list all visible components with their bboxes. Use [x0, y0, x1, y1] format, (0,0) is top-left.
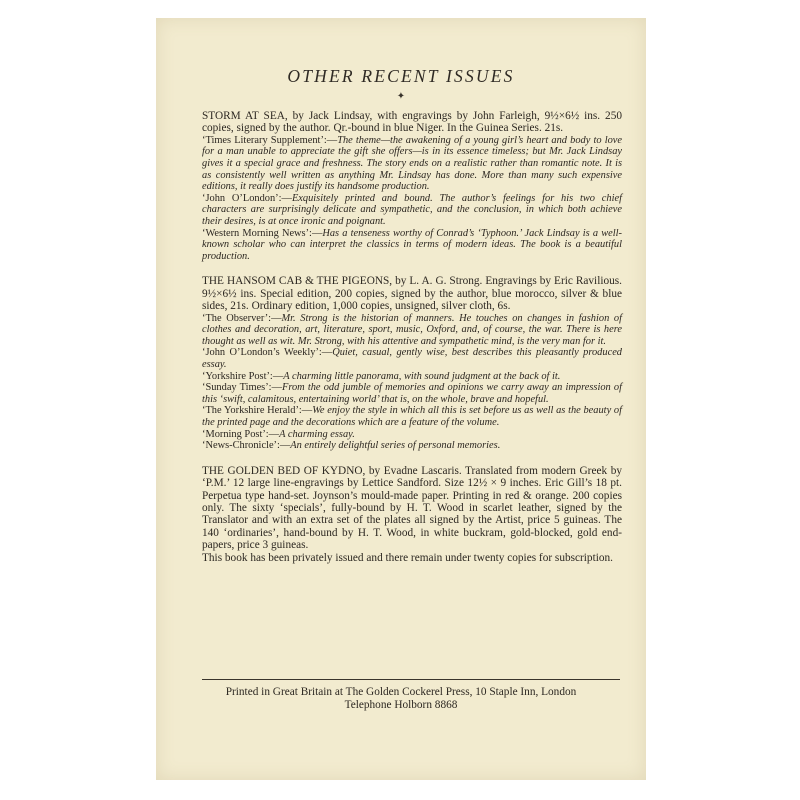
review-source: ‘Yorkshire Post’:— — [202, 370, 284, 382]
review — [202, 135, 622, 193]
review-quote: Mr. Strong is the historian of manners. He touches on changes in fashion of clothes and decoration, art, literature, sport, music, Oxford, and, of course, the war. There is here thought as well as wit. Mr. Strong, with his attentive and sympathetic mind, is the very man for it. — [202, 312, 622, 347]
book-entry-golden-bed — [202, 465, 622, 564]
footer-divider — [202, 679, 620, 680]
review-source: ‘The Observer’:— — [202, 312, 282, 324]
review — [202, 371, 622, 383]
review-quote: A charming little panorama, with sound judgment at the back of it. — [283, 370, 561, 382]
book-entry-hansom-cab — [202, 275, 622, 451]
review-quote: A charming essay. — [279, 428, 355, 440]
review-source: ‘Sunday Times’:— — [202, 382, 282, 394]
printed-leaflet — [156, 18, 646, 780]
review-source: ‘Western Morning News’:— — [202, 227, 323, 239]
review — [202, 440, 622, 452]
review-quote: Has a tenseness worthy of Conrad’s ‘Typhoon.’ Jack Lindsay is a well-known scholar who can interpret the classics in terms of modern ideas. The book is a beautiful production. — [202, 227, 622, 262]
review — [202, 228, 622, 263]
review-source: ‘John O’London’s Weekly’:— — [202, 347, 333, 359]
review — [202, 382, 622, 405]
review — [202, 313, 622, 348]
imprint-address: Printed in Great Britain at The Golden Cockerel Press, 10 Staple Inn, London — [225, 686, 577, 698]
page-title: OTHER RECENT ISSUES — [287, 66, 515, 86]
book-entry-storm-at-sea — [202, 110, 622, 262]
imprint-telephone: Telephone Holborn 8868 — [344, 699, 458, 711]
review-quote: The theme—the awakening of a young girl’s heart and body to love for a man unable to appreciate the gift she offers—is in its essence timeless; but Mr. Jack Lindsay gives it a special grace and freshness. The story ends on a realistic rather than romantic note. It is as consistently well written as anything Mr. Lindsay has done. More than many such expensive editions, it really does justify its handsome production. — [202, 134, 622, 193]
review — [202, 429, 622, 441]
review — [202, 347, 622, 370]
review-source: ‘Times Literary Supplement’:— — [202, 134, 338, 146]
review — [202, 193, 622, 228]
availability-note: This book has been privately issued and there remain under twenty copies for subscription. — [202, 551, 613, 564]
review — [202, 405, 622, 428]
imprint — [156, 686, 646, 712]
review-source: ‘Morning Post’:— — [202, 428, 280, 440]
review-quote: We enjoy the style in which all this is set before us as well as the beauty of the printed page and the decorations which are a feature of the volume. — [202, 405, 622, 428]
book-list — [202, 110, 622, 577]
review-quote: From the odd jumble of memories and opinions we carry away an impression of this ‘swift, calamitous, entertaining world’ that is, on the whole, brave and hopeful. — [202, 382, 622, 405]
ornament-icon: ✦ — [396, 91, 406, 102]
review-quote: An entirely delightful series of personal memories. — [290, 440, 501, 452]
review-quote: Quiet, casual, gently wise, best describes this pleasantly produced essay. — [202, 347, 622, 370]
review-source: ‘The Yorkshire Herald’:— — [202, 405, 313, 417]
review-source: ‘News-Chronicle’:— — [202, 440, 291, 452]
review-quote: Exquisitely printed and bound. The author’s feelings for his two chief characters are surprisingly delicate and sympathetic, and the conclusion, in which both achieve their desires, is at once ironic and poignant. — [202, 192, 622, 227]
book-description: THE GOLDEN BED OF KYDNO, by Evadne Lascaris. Translated from modern Greek by ‘P.M.’ 12 large line-engravings by Lettice Sandford. Size 12½ × 9 inches. Eric Gill’s 18 pt. Perpetua type hand-set. Joynson’s mould-made paper. Printing in red & orange. 200 copies only. The sixty ‘specials’, fully-bound by H. T. Wood in scarlet leather, signed by the Translator and with an extra set of the plates all signed by the Artist, price 5 guineas. The 140 ‘ordinaries’, hand-bound by H. T. Wood, in white buckram, gold-blocked, gold end-papers, price 3 guineas. — [202, 464, 622, 552]
book-description: STORM AT SEA, by Jack Lindsay, with engravings by John Farleigh, 9½×6½ ins. 250 copies, signed by the author. Qr.-bound in blue Niger. In the Guinea Series. 21s. — [202, 110, 622, 135]
review-source: ‘John O’London’:— — [202, 192, 292, 204]
book-description: THE HANSOM CAB & THE PIGEONS, by L. A. G. Strong. Engravings by Eric Ravilious. 9½×6½ ins. Special edition, 200 copies, signed by the author, blue morocco, silver & blue sides, 21s. Ordinary edition, 1,000 copies, unsigned, silver cloth, 6s. — [202, 275, 622, 313]
